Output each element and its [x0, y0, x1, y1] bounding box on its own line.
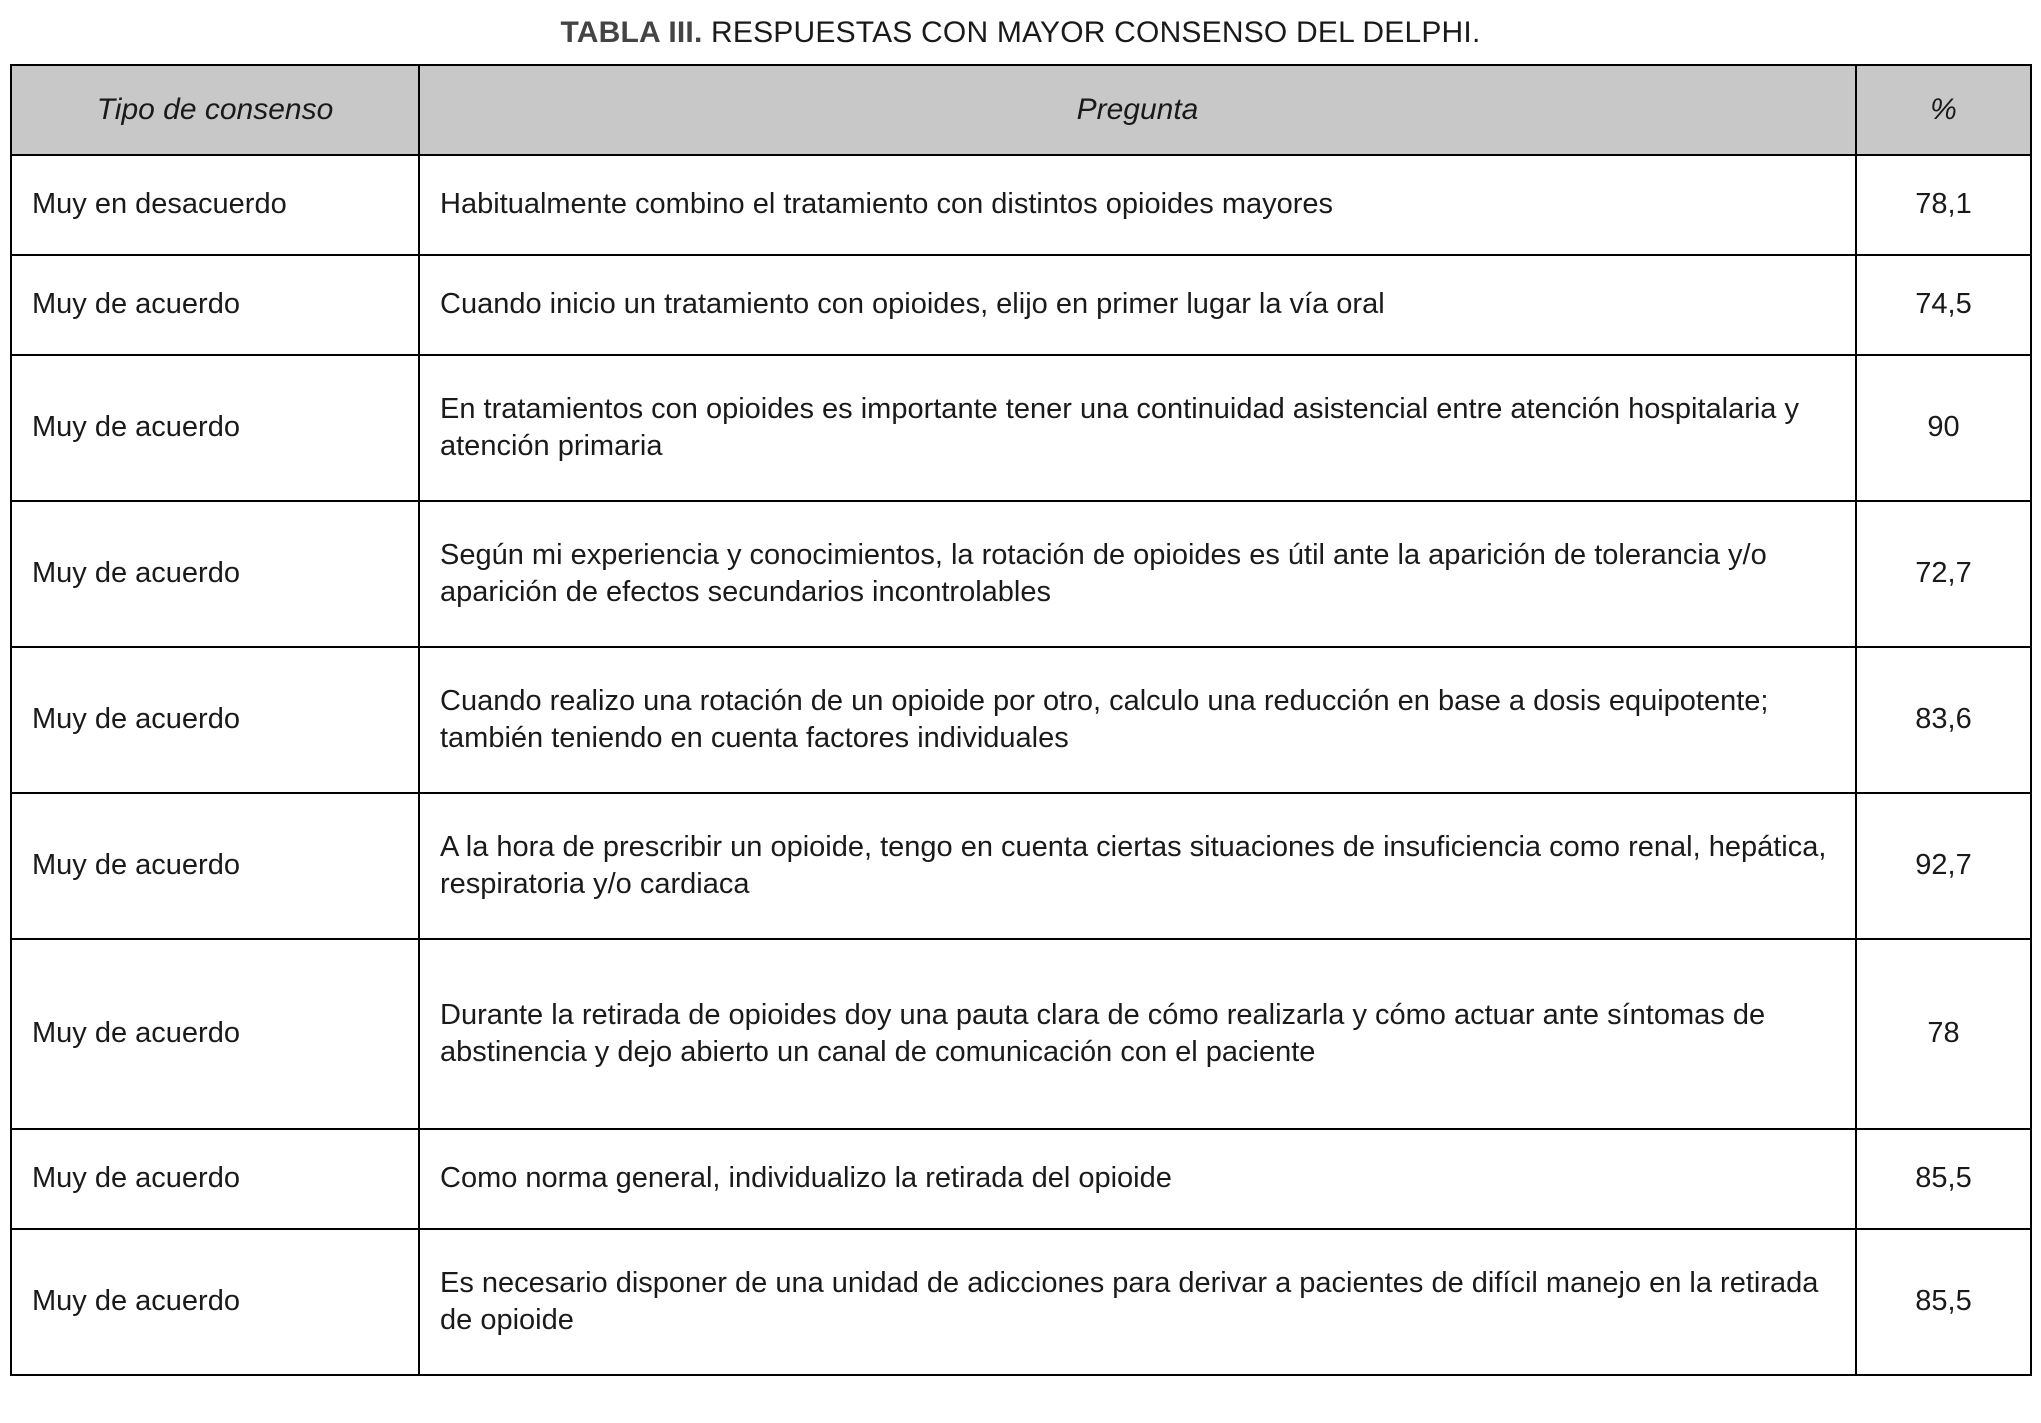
cell-consensus-type: Muy de acuerdo	[11, 501, 419, 647]
cell-question: Es necesario disponer de una unidad de adicciones para derivar a pacientes de difícil manejo en la retirada de opioide	[419, 1229, 1856, 1375]
table-header-row	[11, 65, 2031, 155]
table-row	[11, 1229, 2031, 1375]
cell-consensus-type: Muy de acuerdo	[11, 355, 419, 501]
table-row	[11, 939, 2031, 1129]
table-header	[11, 65, 2031, 155]
table-caption-label: TABLA III.	[560, 16, 703, 49]
cell-percent: 83,6	[1856, 647, 2031, 793]
column-header-consensus-type: Tipo de consenso	[11, 65, 419, 155]
cell-consensus-type: Muy de acuerdo	[11, 939, 419, 1129]
cell-question: Como norma general, individualizo la retirada del opioide	[419, 1129, 1856, 1229]
cell-consensus-type: Muy de acuerdo	[11, 255, 419, 355]
table-row	[11, 1129, 2031, 1229]
cell-percent: 78	[1856, 939, 2031, 1129]
cell-percent: 74,5	[1856, 255, 2031, 355]
table-row	[11, 793, 2031, 939]
delphi-consensus-table	[10, 64, 2032, 1376]
cell-question: Cuando inicio un tratamiento con opioides, elijo en primer lugar la vía oral	[419, 255, 1856, 355]
cell-consensus-type: Muy de acuerdo	[11, 1129, 419, 1229]
cell-question: Habitualmente combino el tratamiento con distintos opioides mayores	[419, 155, 1856, 255]
table-row	[11, 155, 2031, 255]
cell-percent: 72,7	[1856, 501, 2031, 647]
cell-consensus-type: Muy de acuerdo	[11, 1229, 419, 1375]
table-row	[11, 501, 2031, 647]
cell-question: Según mi experiencia y conocimientos, la rotación de opioides es útil ante la aparición de tolerancia y/o aparición de efectos secundarios incontrolables	[419, 501, 1856, 647]
cell-percent: 78,1	[1856, 155, 2031, 255]
table-row	[11, 255, 2031, 355]
column-header-percent: %	[1856, 65, 2031, 155]
table-row	[11, 647, 2031, 793]
table-row	[11, 355, 2031, 501]
cell-consensus-type: Muy de acuerdo	[11, 647, 419, 793]
cell-question: Durante la retirada de opioides doy una pauta clara de cómo realizarla y cómo actuar ante síntomas de abstinencia y dejo abierto un canal de comunicación con el paciente	[419, 939, 1856, 1129]
table-caption-text: RESPUESTAS CON MAYOR CONSENSO DEL DELPHI.	[702, 16, 1481, 49]
cell-percent: 85,5	[1856, 1229, 2031, 1375]
cell-percent: 85,5	[1856, 1129, 2031, 1229]
cell-percent: 92,7	[1856, 793, 2031, 939]
column-header-question: Pregunta	[419, 65, 1856, 155]
table-body	[11, 155, 2031, 1375]
cell-question: En tratamientos con opioides es importante tener una continuidad asistencial entre atención hospitalaria y atención primaria	[419, 355, 1856, 501]
cell-consensus-type: Muy en desacuerdo	[11, 155, 419, 255]
cell-percent: 90	[1856, 355, 2031, 501]
cell-question: Cuando realizo una rotación de un opioide por otro, calculo una reducción en base a dosis equipotente; también teniendo en cuenta factores individuales	[419, 647, 1856, 793]
cell-consensus-type: Muy de acuerdo	[11, 793, 419, 939]
table-caption	[10, 8, 2031, 64]
cell-question: A la hora de prescribir un opioide, tengo en cuenta ciertas situaciones de insuficiencia como renal, hepática, respiratoria y/o cardiaca	[419, 793, 1856, 939]
